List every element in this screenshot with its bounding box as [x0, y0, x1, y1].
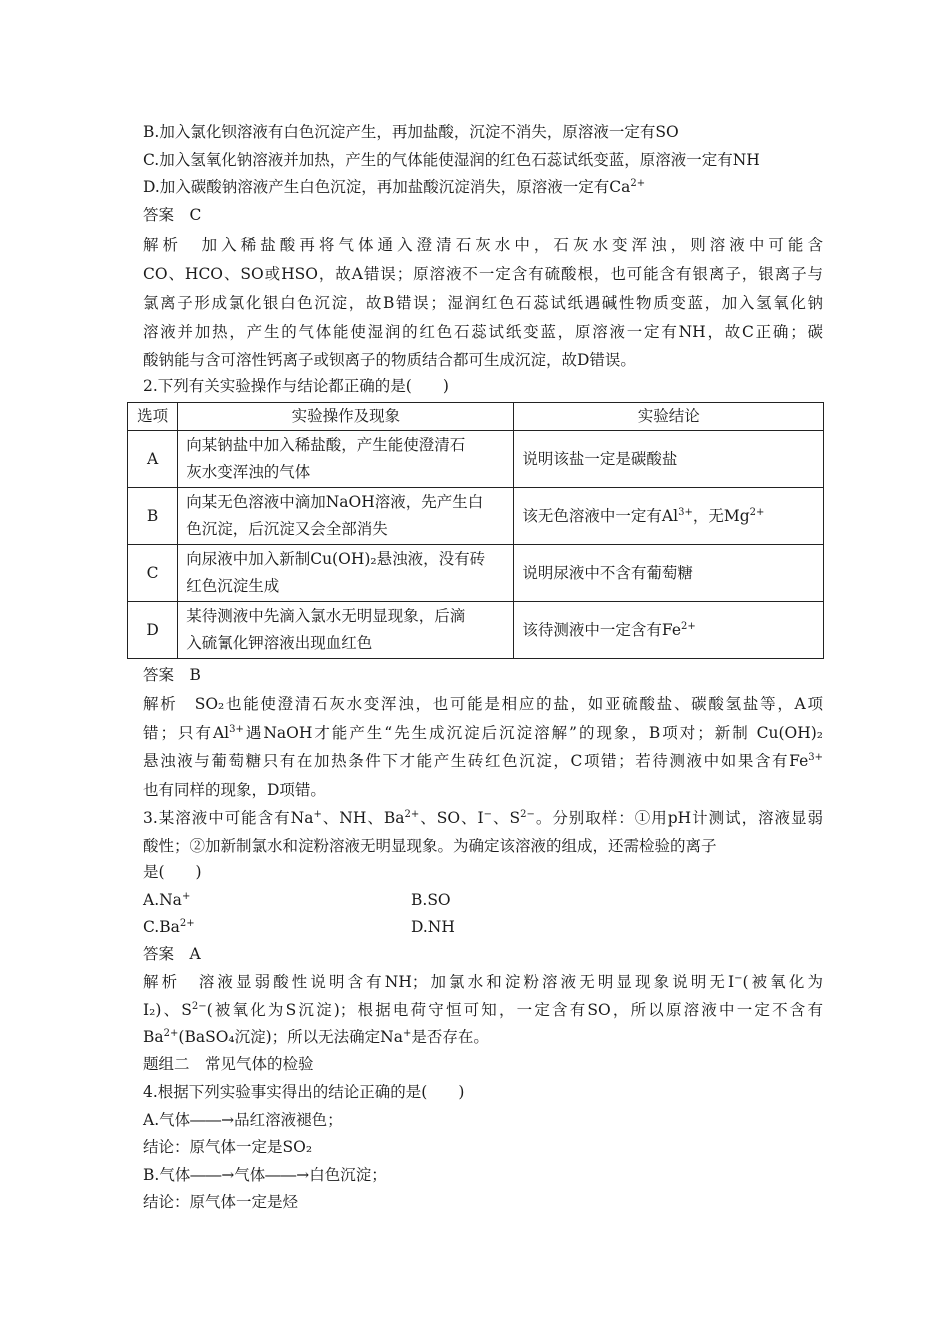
q4-option-b: B.气体――→气体――→白色沉淀；	[143, 1166, 387, 1184]
table-cell-option: D	[128, 602, 178, 659]
q3-stem-line: 酸性；②加新制氯水和淀粉溶液无明显现象。为确定该溶液的组成，还需检验的离子	[143, 837, 717, 855]
q3-option-b: B.SO	[411, 891, 451, 909]
table-header: 实验操作及现象	[178, 403, 514, 431]
q3-option-a: A.Na+	[143, 891, 191, 909]
q1-analysis-line: 酸钠能与含可溶性钙离子或钡离子的物质结合都可生成沉淀，故D错误。	[143, 351, 636, 369]
table-row	[128, 431, 824, 488]
q3-stem-line: 是( )	[143, 863, 202, 881]
q3-option-d: D.NH	[411, 918, 455, 936]
q1-option-d: D.加入碳酸钠溶液产生白色沉淀，再加盐酸沉淀消失，原溶液一定有$Ca^{2+}$	[143, 178, 646, 196]
experiment-table	[127, 402, 824, 659]
q3-option-c: $C.Ba^{2+}$	[143, 918, 195, 936]
q3-answer: 答案 A	[143, 945, 201, 963]
table-row	[128, 488, 824, 545]
table-cell-operation: 向尿液中加入新制Cu(OH)₂悬浊液，没有砖 红色沉淀生成	[178, 545, 514, 602]
group-heading: 题组二 常见气体的检验	[143, 1055, 314, 1073]
table-header: 实验结论	[514, 403, 824, 431]
q3-analysis-line: $Ba^{2+}(BaSO_4$沉淀)；所以无法确定Na+是否存在。	[143, 1028, 489, 1046]
q4-stem: 4.根据下列实验事实得出的结论正确的是( )	[143, 1083, 465, 1101]
q1-answer: 答案 C	[143, 206, 202, 224]
q4-option-a: A.气体――→品红溶液褪色；	[143, 1111, 343, 1129]
q2-analysis-line: 悬浊液与葡萄糖只有在加热条件下才能产生砖红色沉淀，C项错；若待测液中如果含有$Fe^{3+}$	[143, 752, 823, 770]
q2-analysis-line: 解析 SO₂也能使澄清石灰水变浑浊，也可能是相应的盐，如亚硫酸盐、碳酸氢盐等，A项	[143, 695, 823, 713]
q3-analysis-line: 解析 溶液显弱酸性说明含有NH；加氯水和淀粉溶液无明显现象说明无I−(被氧化为	[143, 973, 823, 991]
table-cell-operation: 向某钠盐中加入稀盐酸，产生能使澄清石 灰水变浑浊的气体	[178, 431, 514, 488]
table-header-row	[128, 403, 824, 431]
q4-conclusion-b: 结论：原气体一定是烃	[143, 1193, 299, 1211]
q1-analysis-line: 溶液并加热，产生的气体能使湿润的红色石蕊试纸变蓝，原溶液一定有NH，故C正确；碳	[143, 323, 823, 341]
q1-analysis-line: 解析 加入稀盐酸再将气体通入澄清石灰水中，石灰水变浑浊，则溶液中可能含	[143, 236, 823, 254]
table-header: 选项	[128, 403, 178, 431]
table-cell-option: B	[128, 488, 178, 545]
table-cell-conclusion: 说明该盐一定是碳酸盐	[514, 431, 824, 488]
table-cell-conclusion: 该待测液中一定含有$Fe^{2+}$	[514, 602, 824, 659]
table-cell-operation: 向某无色溶液中滴加NaOH溶液，先产生白 色沉淀，后沉淀又会全部消失	[178, 488, 514, 545]
table-cell-operation: 某待测液中先滴入氯水无明显现象，后滴 入硫氰化钾溶液出现血红色	[178, 602, 514, 659]
q1-analysis-line: 氯离子形成氯化银白色沉淀，故B错误；湿润红色石蕊试纸遇碱性物质变蓝，加入氢氧化钠	[143, 294, 823, 312]
q1-option-c: C.加入氢氧化钠溶液并加热，产生的气体能使湿润的红色石蕊试纸变蓝，原溶液一定有NH	[143, 151, 760, 169]
table-cell-option: A	[128, 431, 178, 488]
q4-conclusion-a: 结论：原气体一定是SO₂	[143, 1138, 313, 1156]
q2-answer: 答案 B	[143, 666, 201, 684]
table-cell-conclusion: 该无色溶液中一定有$Al^{3+}$，无$Mg^{2+}$	[514, 488, 824, 545]
q1-option-b: B.加入氯化钡溶液有白色沉淀产生，再加盐酸，沉淀不消失，原溶液一定有SO	[143, 123, 679, 141]
q2-stem: 2.下列有关实验操作与结论都正确的是( )	[143, 377, 449, 395]
q3-stem-line: 3.某溶液中可能含有Na+、NH、$Ba^{2+}$、SO、I−、$S^{2-}$。分别取样：①用pH计测试，溶液显弱	[143, 809, 824, 827]
q1-analysis-line: CO、HCO、SO或HSO，故A错误；原溶液不一定含有硫酸根，也可能含有银离子，银离子与	[143, 265, 823, 283]
table-row	[128, 545, 824, 602]
table-cell-option: C	[128, 545, 178, 602]
q2-analysis-line: 错；只有$Al^{3+}$遇NaOH才能产生“先生成沉淀后沉淀溶解”的现象，B项对；新制 Cu(OH)₂	[143, 724, 824, 742]
q2-analysis-line: 也有同样的现象，D项错。	[143, 781, 326, 799]
q3-analysis-line: I₂)、$S^{2-}$(被氧化为S沉淀)；根据电荷守恒可知，一定含有SO，所以原溶液中一定不含有	[143, 1001, 823, 1019]
table-cell-conclusion: 说明尿液中不含有葡萄糖	[514, 545, 824, 602]
table-row	[128, 602, 824, 659]
